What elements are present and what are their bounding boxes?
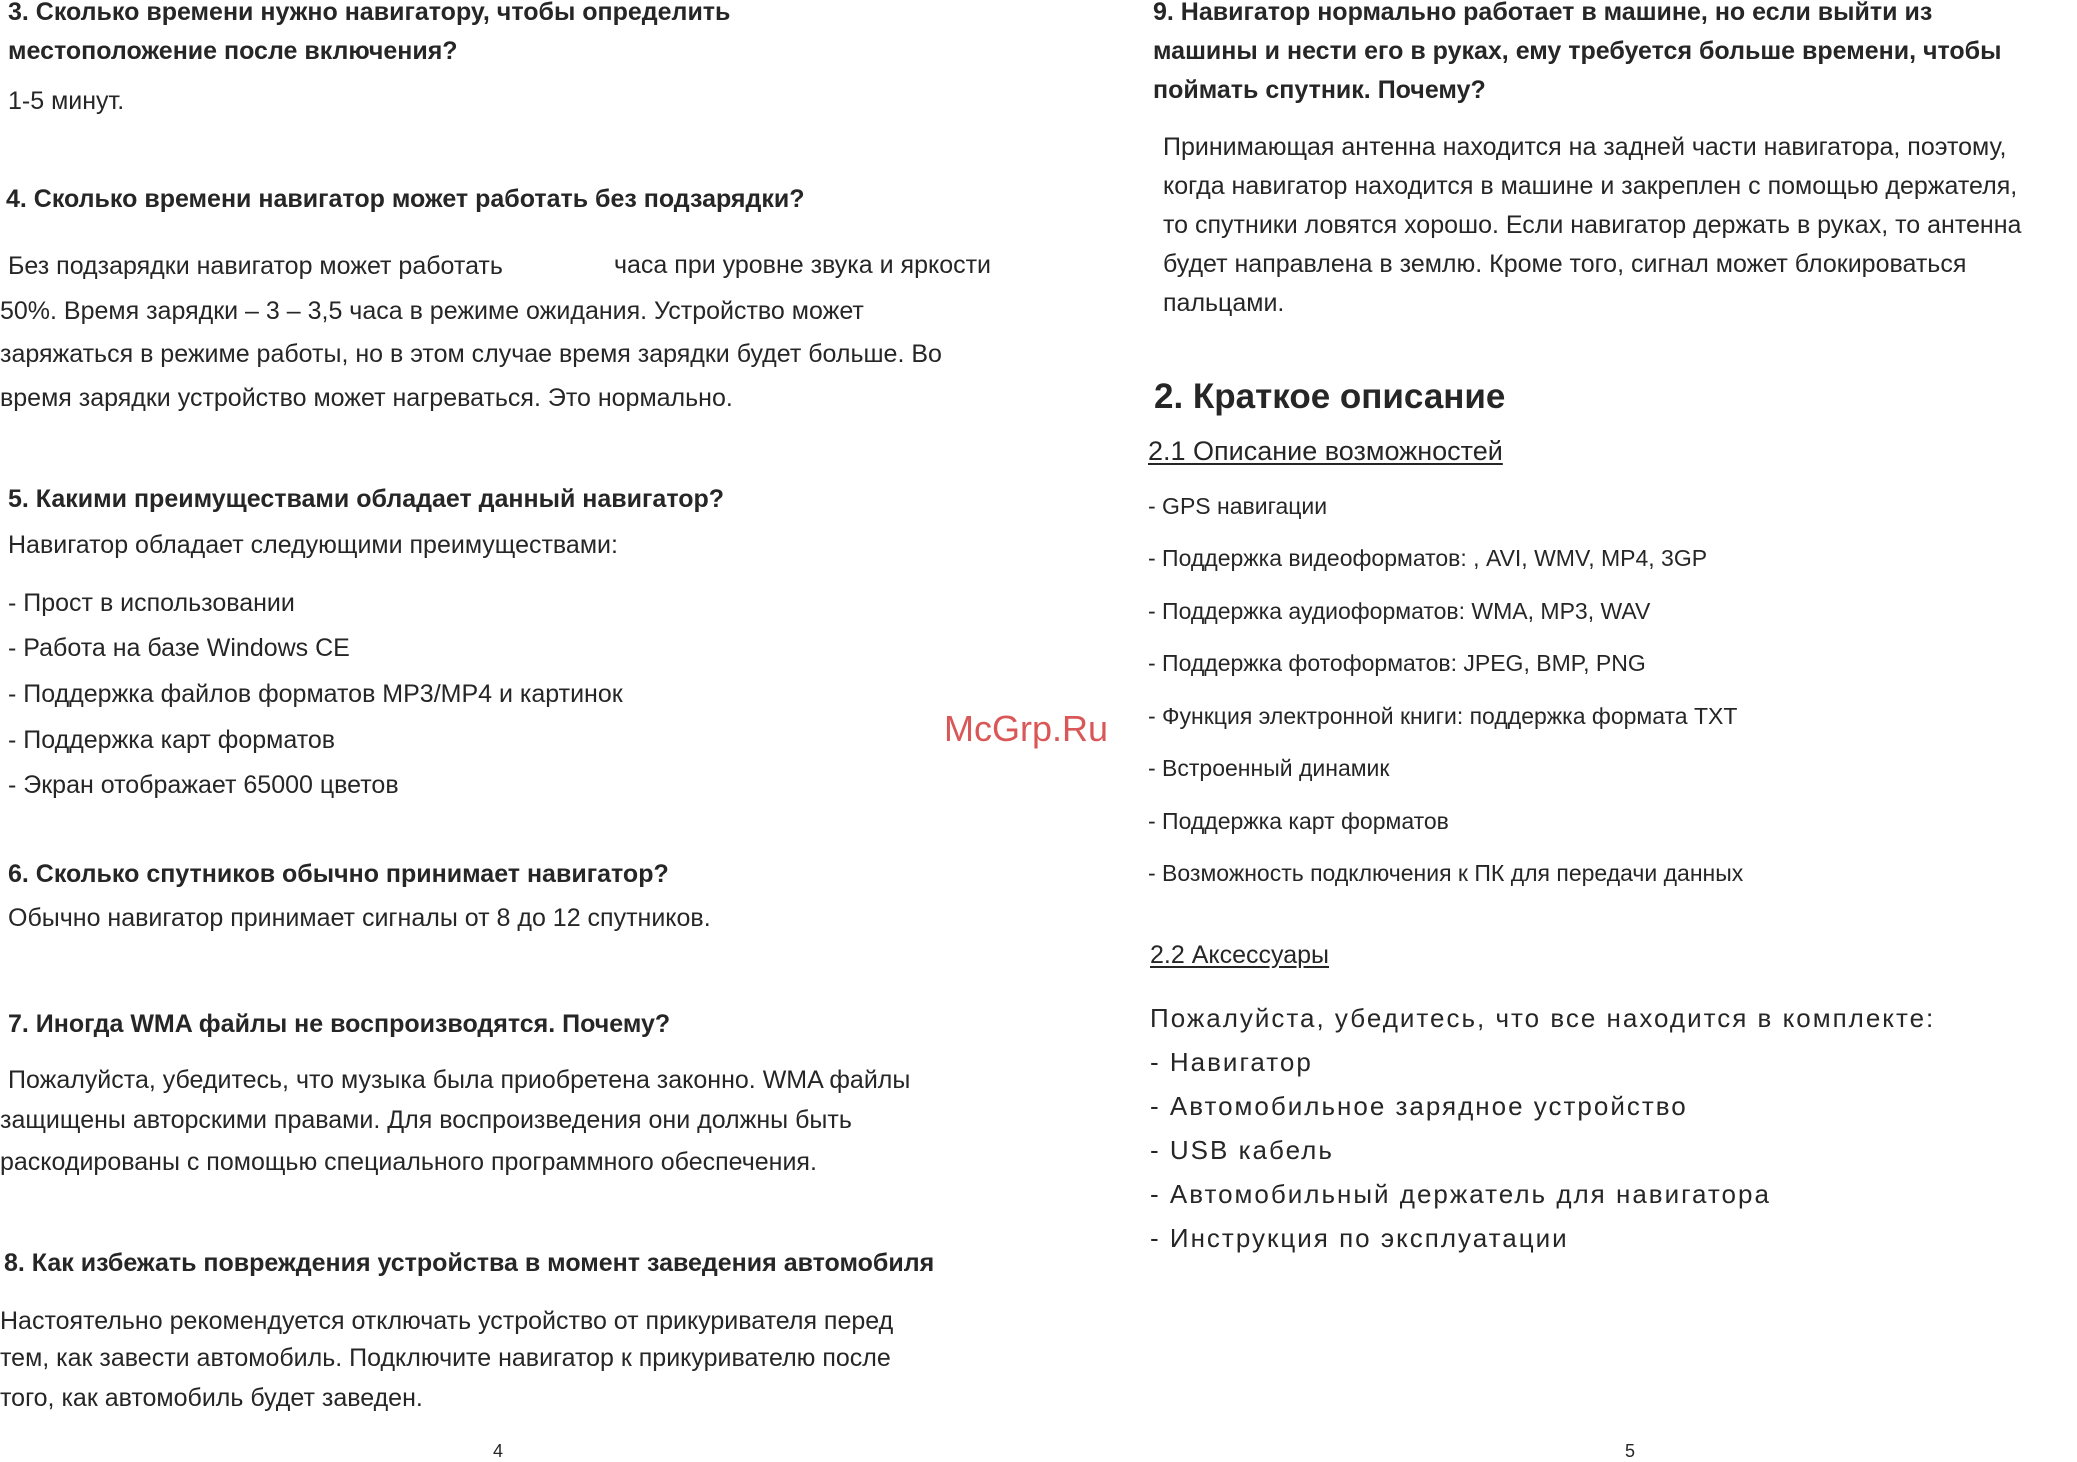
feature-item: - Поддержка аудиоформатов: WMA, MP3, WAV bbox=[1148, 598, 1651, 624]
q5-item: - Поддержка файлов форматов MP3/MP4 и картинок bbox=[8, 680, 623, 708]
q5-item: - Прост в использовании bbox=[8, 589, 295, 617]
q3-answer: 1-5 минут. bbox=[8, 87, 125, 115]
q7-line3: раскодированы с помощью специального программного обеспечения. bbox=[0, 1148, 817, 1176]
q7-title: 7. Иногда WMA файлы не воспроизводятся. Почему? bbox=[8, 1010, 671, 1038]
q7-line2: защищены авторскими правами. Для воспроизведения они должны быть bbox=[0, 1106, 852, 1134]
q4-line1b: часа при уровне звука и яркости bbox=[614, 251, 992, 279]
q6-answer: Обычно навигатор принимает сигналы от 8 до 12 спутников. bbox=[8, 904, 711, 932]
q9-title-line3: поймать спутник. Почему? bbox=[1153, 76, 1486, 104]
accessory-item: - Автомобильный держатель для навигатора bbox=[1150, 1179, 1771, 1209]
q3-title-line2: местоположение после включения? bbox=[8, 37, 458, 65]
accessory-item: - Инструкция по эксплуатации bbox=[1150, 1223, 1569, 1253]
q3-title-line1: 3. Сколько времени нужно навигатору, чтобы определить bbox=[8, 0, 731, 26]
q4-line3: заряжаться в режиме работы, но в этом случае время зарядки будет больше. Во bbox=[0, 340, 942, 368]
q9-line4: будет направлена в землю. Кроме того, сигнал может блокироваться bbox=[1163, 250, 1967, 278]
accessory-item: - Навигатор bbox=[1150, 1047, 1313, 1077]
q8-line2: тем, как завести автомобиль. Подключите навигатор к прикуривателю после bbox=[0, 1344, 891, 1372]
q8-title: 8. Как избежать повреждения устройства в момент заведения автомобиля bbox=[4, 1249, 935, 1277]
feature-item: - Поддержка видеоформатов: , AVI, WMV, MP4, 3GP bbox=[1148, 545, 1708, 571]
page-number-left: 4 bbox=[493, 1441, 504, 1461]
accessories-intro: Пожалуйста, убедитесь, что все находится в комплекте: bbox=[1150, 1003, 1936, 1033]
feature-item: - Возможность подключения к ПК для передачи данных bbox=[1148, 860, 1744, 886]
q5-intro: Навигатор обладает следующими преимуществами: bbox=[8, 531, 618, 559]
q7-line1: Пожалуйста, убедитесь, что музыка была приобретена законно. WMA файлы bbox=[8, 1066, 911, 1094]
accessory-item: - USB кабель bbox=[1150, 1135, 1334, 1165]
feature-item: - Встроенный динамик bbox=[1148, 755, 1390, 781]
watermark: McGrp.Ru bbox=[944, 708, 1109, 749]
feature-item: - Функция электронной книги: поддержка формата TXT bbox=[1148, 703, 1738, 729]
q8-line3: того, как автомобиль будет заведен. bbox=[0, 1384, 423, 1412]
q4-line2: 50%. Время зарядки – 3 – 3,5 часа в режиме ожидания. Устройство может bbox=[0, 297, 864, 325]
q9-line5: пальцами. bbox=[1163, 289, 1285, 317]
q4-line1a: Без подзарядки навигатор может работать bbox=[8, 252, 503, 280]
feature-item: - Поддержка карт форматов bbox=[1148, 808, 1449, 834]
q4-title: 4. Сколько времени навигатор может работать без подзарядки? bbox=[6, 185, 805, 213]
section-heading: 2. Краткое описание bbox=[1154, 377, 1506, 416]
accessory-item: - Автомобильное зарядное устройство bbox=[1150, 1091, 1688, 1121]
q5-title: 5. Какими преимуществами обладает данный навигатор? bbox=[8, 485, 725, 513]
page-number-right: 5 bbox=[1625, 1441, 1636, 1461]
q4-line4: время зарядки устройство может нагреваться. Это нормально. bbox=[0, 384, 733, 412]
subsection-accessories: 2.2 Аксессуары bbox=[1150, 941, 1329, 969]
q6-title: 6. Сколько спутников обычно принимает навигатор? bbox=[8, 860, 669, 888]
q5-item: - Поддержка карт форматов bbox=[8, 726, 336, 754]
q5-item: - Экран отображает 65000 цветов bbox=[8, 771, 399, 799]
subsection-features: 2.1 Описание возможностей bbox=[1148, 436, 1503, 466]
q9-line1: Принимающая антенна находится на задней части навигатора, поэтому, bbox=[1163, 133, 2007, 161]
q9-title-line1: 9. Навигатор нормально работает в машине, но если выйти из bbox=[1153, 0, 1933, 26]
q5-item: - Работа на базе Windows CE bbox=[8, 634, 350, 662]
feature-item: - Поддержка фотоформатов: JPEG, BMP, PNG bbox=[1148, 650, 1646, 676]
q9-title-line2: машины и нести его в руках, ему требуется больше времени, чтобы bbox=[1153, 37, 2002, 65]
q9-line2: когда навигатор находится в машине и закреплен с помощью держателя, bbox=[1163, 172, 2018, 200]
feature-item: - GPS навигации bbox=[1148, 493, 1328, 519]
q8-line1: Настоятельно рекомендуется отключать устройство от прикуривателя перед bbox=[0, 1307, 894, 1335]
q9-line3: то спутники ловятся хорошо. Если навигатор держать в руках, то антенна bbox=[1163, 211, 2022, 239]
